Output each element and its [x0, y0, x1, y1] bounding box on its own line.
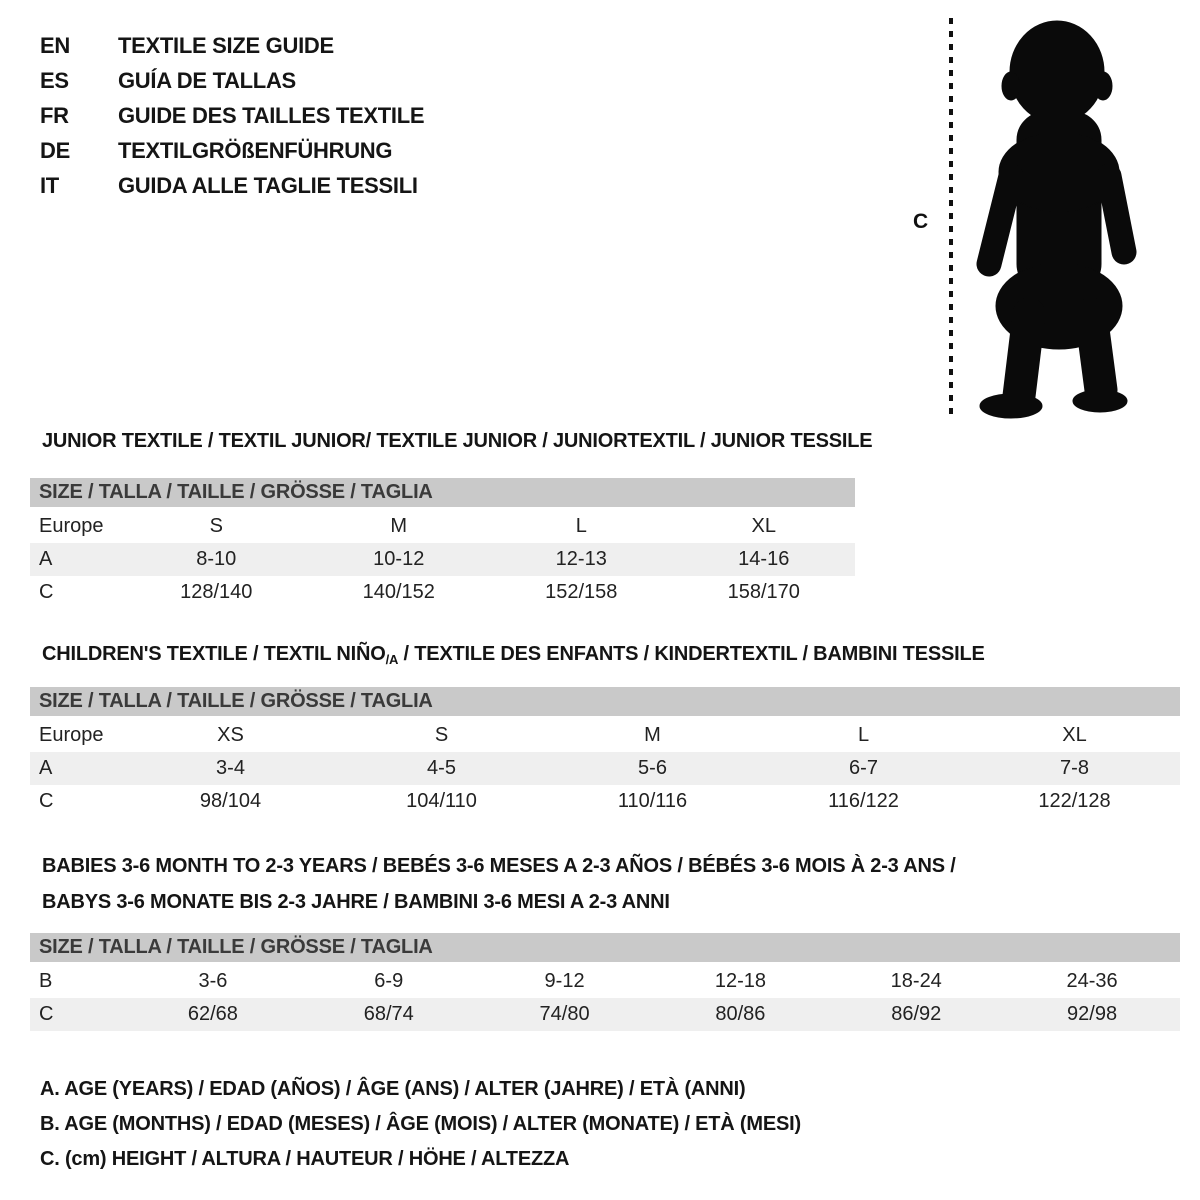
row-label: C	[39, 790, 54, 812]
babies-height-value: 92/98	[1067, 1003, 1118, 1025]
children-age-value: 6-7	[849, 757, 878, 779]
language-code: ES	[40, 68, 69, 93]
row-label: C	[39, 581, 54, 603]
height-measure-figure	[905, 14, 1185, 424]
children-age-value: 3-4	[216, 757, 245, 779]
junior-textile-section	[30, 430, 873, 609]
junior-col-header: XL	[751, 515, 776, 537]
junior-row-a	[30, 543, 855, 576]
junior-age-value: 8-10	[196, 548, 237, 570]
language-row-es	[40, 63, 424, 98]
children-age-value: 4-5	[427, 757, 456, 779]
children-height-value: 98/104	[199, 790, 262, 812]
children-row-c	[30, 785, 1180, 818]
dashed-height-line	[949, 18, 953, 418]
language-list	[40, 28, 424, 203]
babies-title-line2: BABYS 3-6 MONATE BIS 2-3 JAHRE / BAMBINI 3-6 MESI A 2-3 ANNI	[42, 891, 670, 913]
language-row-en	[40, 28, 424, 63]
babies-textile-section	[30, 848, 1180, 1031]
measure-c-label: C	[913, 210, 929, 233]
junior-row-c	[30, 576, 855, 609]
babies-height-value: 80/86	[715, 1003, 766, 1025]
children-col-header: S	[434, 724, 449, 746]
babies-height-value: 74/80	[539, 1003, 590, 1025]
children-title-subscript: /A	[385, 652, 399, 667]
babies-size-header-bar: SIZE / TALLA / TAILLE / GRÖSSE / TAGLIA	[30, 933, 1180, 962]
babies-section-title	[30, 848, 1180, 920]
babies-row-c	[30, 998, 1180, 1031]
junior-age-value: 10-12	[373, 548, 425, 570]
children-height-value: 122/128	[1038, 790, 1111, 812]
language-code: EN	[40, 33, 70, 58]
language-row-de	[40, 133, 424, 168]
junior-height-value: 140/152	[362, 581, 435, 603]
junior-height-value: 158/170	[727, 581, 800, 603]
babies-months-value: 3-6	[198, 970, 228, 992]
babies-height-value: 62/68	[187, 1003, 238, 1025]
children-col-header: XL	[1062, 724, 1087, 746]
row-label: C	[39, 1003, 54, 1025]
babies-months-value: 12-18	[714, 970, 766, 992]
babies-months-value: 9-12	[544, 970, 585, 992]
babies-title-line1: BABIES 3-6 MONTH TO 2-3 YEARS / BEBÉS 3-6 MESES A 2-3 AÑOS / BÉBÉS 3-6 MOIS À 2-3 ANS /	[42, 855, 956, 877]
measurement-legend	[40, 1072, 801, 1177]
language-code: FR	[40, 103, 69, 128]
babies-months-value: 24-36	[1066, 970, 1118, 992]
children-height-value: 104/110	[406, 790, 477, 812]
junior-height-value: 152/158	[545, 581, 618, 603]
language-row-fr	[40, 98, 424, 133]
children-section-title	[30, 643, 1180, 666]
language-code: IT	[40, 173, 59, 198]
junior-section-title: JUNIOR TEXTILE / TEXTIL JUNIOR/ TEXTILE JUNIOR / JUNIORTEXTIL / JUNIOR TESSILE	[42, 430, 873, 452]
baby-silhouette-image	[967, 14, 1157, 424]
row-label: A	[39, 757, 53, 779]
junior-col-header: M	[390, 515, 408, 537]
children-textile-section	[30, 643, 1180, 818]
babies-months-value: 6-9	[374, 970, 404, 992]
children-region-label: Europe	[39, 724, 104, 746]
children-size-header-bar: SIZE / TALLA / TAILLE / GRÖSSE / TAGLIA	[30, 687, 1180, 716]
junior-age-value: 14-16	[738, 548, 790, 570]
children-title-post: / TEXTILE DES ENFANTS / KINDERTEXTIL / BAMBINI TESSILE	[398, 643, 985, 665]
children-columns-row	[30, 719, 1180, 752]
children-col-header: XS	[217, 724, 244, 746]
junior-columns-row	[30, 510, 855, 543]
junior-size-header-bar: SIZE / TALLA / TAILLE / GRÖSSE / TAGLIA	[30, 478, 855, 507]
junior-height-value: 128/140	[180, 581, 253, 603]
language-title: TEXTILGRÖßENFÜHRUNG	[118, 138, 393, 163]
language-code: DE	[40, 138, 70, 163]
children-row-a	[30, 752, 1180, 785]
children-col-header: M	[644, 724, 661, 746]
babies-height-value: 86/92	[891, 1003, 942, 1025]
babies-row-b	[30, 965, 1180, 998]
junior-col-header: S	[209, 515, 223, 537]
junior-age-value: 12-13	[555, 548, 607, 570]
language-title: GUÍA DE TALLAS	[118, 68, 296, 93]
language-title: GUIDE DES TAILLES TEXTILE	[118, 103, 425, 128]
children-height-value: 110/116	[617, 790, 688, 812]
row-label: A	[39, 548, 53, 570]
legend-line-c: C. (cm) HEIGHT / ALTURA / HAUTEUR / HÖHE / ALTEZZA	[40, 1148, 570, 1170]
legend-line-b: B. AGE (MONTHS) / EDAD (MESES) / ÂGE (MOIS) / ALTER (MONATE) / ETÀ (MESI)	[40, 1113, 801, 1135]
language-row-it	[40, 168, 424, 203]
junior-region-label: Europe	[39, 515, 104, 537]
babies-height-value: 68/74	[363, 1003, 414, 1025]
language-title: TEXTILE SIZE GUIDE	[118, 33, 334, 58]
children-age-value: 5-6	[638, 757, 667, 779]
children-age-value: 7-8	[1060, 757, 1089, 779]
children-col-header: L	[857, 724, 870, 746]
children-height-value: 116/122	[828, 790, 899, 812]
junior-col-header: L	[575, 515, 587, 537]
legend-line-a: A. AGE (YEARS) / EDAD (AÑOS) / ÂGE (ANS) / ALTER (JAHRE) / ETÀ (ANNI)	[40, 1078, 746, 1100]
language-title: GUIDA ALLE TAGLIE TESSILI	[118, 173, 418, 198]
row-label: B	[39, 970, 53, 992]
babies-months-value: 18-24	[890, 970, 942, 992]
children-title-pre: CHILDREN'S TEXTILE / TEXTIL NIÑO	[42, 643, 386, 665]
